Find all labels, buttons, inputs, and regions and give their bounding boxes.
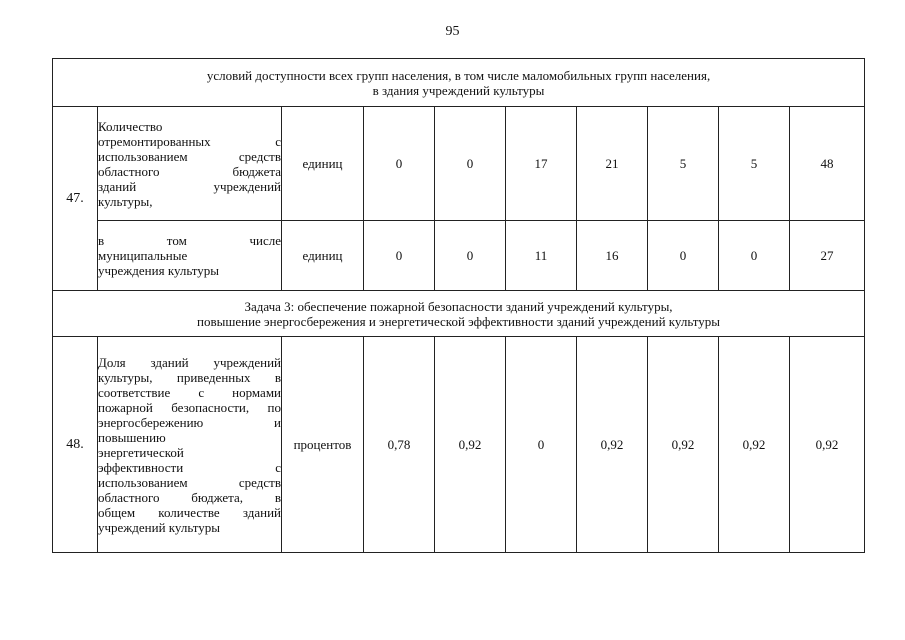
value-cell: 16 (577, 221, 648, 291)
value-cell: 11 (506, 221, 577, 291)
description-line: отремонтированных с (98, 133, 281, 149)
value-cell: 0,78 (364, 337, 435, 553)
unit-cell: единиц (282, 221, 364, 291)
value-cell: 0 (435, 221, 506, 291)
value-cell: 0,92 (648, 337, 719, 553)
description-line: общем количестве зданий (98, 504, 281, 520)
value-cell: 0,92 (435, 337, 506, 553)
value-cell: 21 (577, 107, 648, 221)
description-line: учреждения культуры (98, 263, 220, 278)
row-number: 47. (53, 107, 98, 291)
description-line: областного бюджета, в (98, 489, 281, 505)
section-heading-line-2: в здания учреждений культуры (372, 82, 545, 98)
description-line: учреждений культуры (98, 519, 221, 535)
description-line: энергосбережению и (98, 414, 281, 430)
row-number: 48. (53, 337, 98, 553)
unit-cell: единиц (282, 107, 364, 221)
description-line: использованием средств (98, 148, 281, 164)
value-cell: 5 (648, 107, 719, 221)
section-heading (53, 59, 865, 107)
section-heading-line-2: повышение энергосбережения и энергетической эффективности зданий учреждений культуры (197, 313, 720, 329)
table-row-47 (53, 107, 865, 221)
value-cell: 0,92 (719, 337, 790, 553)
page-number: 95 (445, 24, 460, 39)
description-line: культуры, (98, 193, 153, 209)
value-cell: 0,92 (790, 337, 865, 553)
description-line: в том числе (98, 233, 281, 248)
section-heading (53, 291, 865, 337)
value-cell: 48 (790, 107, 865, 221)
description-line: использованием средств (98, 474, 281, 490)
indicators-table (52, 58, 865, 553)
value-cell: 0 (364, 107, 435, 221)
table-row-47-municipal (53, 221, 865, 291)
value-cell: 0 (719, 221, 790, 291)
section-heading-line-1: Задача 3: обеспечение пожарной безопасности зданий учреждений культуры, (244, 298, 673, 314)
description-line: областного бюджета (98, 163, 281, 179)
description-line: повышению (98, 429, 166, 445)
value-cell: 5 (719, 107, 790, 221)
value-cell: 27 (790, 221, 865, 291)
value-cell: 0,92 (577, 337, 648, 553)
value-cell: 0 (648, 221, 719, 291)
description-line: Доля зданий учреждений (98, 354, 281, 370)
description-line: культуры, приведенных в (98, 369, 281, 385)
value-cell: 0 (435, 107, 506, 221)
section-row-task-3 (53, 291, 865, 337)
section-heading-line-1: условий доступности всех групп населения, в том числе маломобильных групп населения, (206, 67, 711, 83)
description-line: эффективности с (98, 459, 281, 475)
description-line: зданий учреждений (98, 178, 281, 194)
description-line: соответствие с нормами (98, 384, 281, 400)
indicator-description (98, 107, 282, 221)
description-line: муниципальные (98, 248, 188, 263)
description-line: энергетической (98, 444, 184, 460)
unit-cell: процентов (282, 337, 364, 553)
indicator-description (98, 337, 282, 553)
description-line: Количество (98, 118, 163, 134)
indicator-description (98, 221, 282, 291)
description-line: пожарной безопасности, по (98, 399, 281, 415)
value-cell: 0 (506, 337, 577, 553)
value-cell: 17 (506, 107, 577, 221)
value-cell: 0 (364, 221, 435, 291)
section-row-accessibility (53, 59, 865, 107)
table-row-48 (53, 337, 865, 553)
